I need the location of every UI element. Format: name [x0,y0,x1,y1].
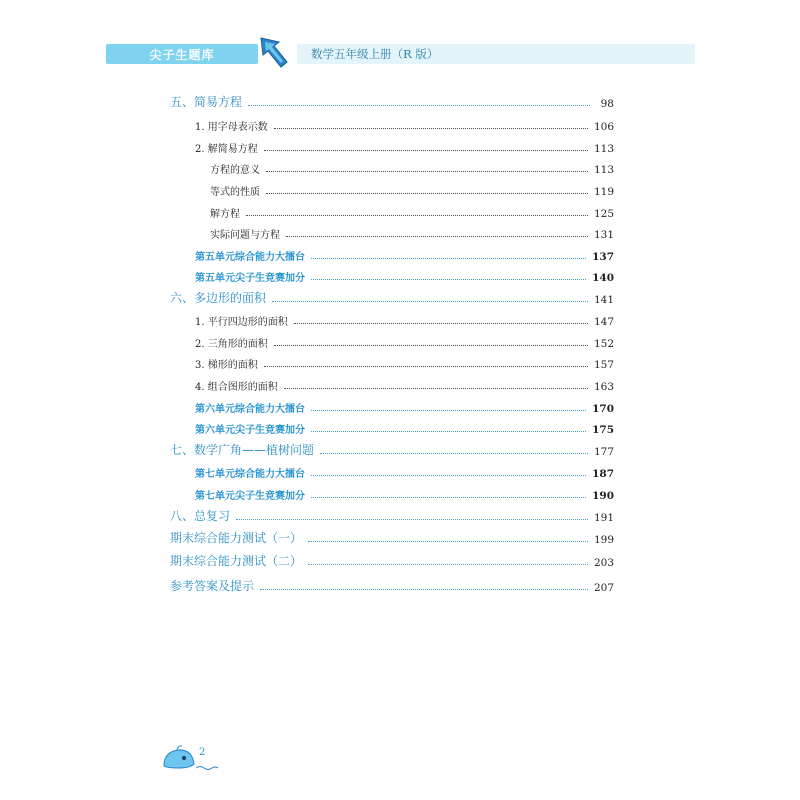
toc-entry-title: 第六单元尖子生竞赛加分 [195,425,305,436]
toc-entry [195,332,614,350]
dot-leader [284,388,588,389]
dot-leader [264,366,588,367]
dot-leader [311,475,586,476]
toc-entry [210,158,614,176]
toc-entry [170,506,614,524]
dot-leader [274,128,588,129]
dot-leader [311,431,586,432]
toc-entry-title: 1. 平行四边形的面积 [195,317,288,328]
toc-entry [195,462,614,480]
dot-leader [286,236,588,237]
toc-entry-title: 期末综合能力测试（一） [170,531,303,545]
dot-leader [264,150,588,151]
toc-entry [170,440,614,458]
toc-entry [195,418,614,436]
toc-entry-title: 1. 用字母表示数 [195,122,268,133]
toc-entry-title: 第五单元综合能力大擂台 [195,252,305,263]
toc-entry-title: 3. 梯形的面积 [195,360,258,371]
dot-leader [248,105,590,106]
toc-entry-page: 113 [593,164,614,176]
dot-leader [311,410,586,411]
toc-entry [170,551,614,569]
dot-leader [320,453,588,454]
dot-leader [246,215,588,216]
toc-entry-title: 八、总复习 [170,509,231,523]
toc-entry [195,353,614,371]
toc-entry-page: 157 [593,359,614,371]
toc-entry [210,180,614,198]
whale-mascot-icon [160,744,222,772]
dot-leader [308,541,588,542]
dot-leader [308,564,588,565]
dot-leader [266,193,588,194]
toc-entry-title: 等式的性质 [210,187,260,198]
toc-entry-page: 147 [593,316,614,328]
toc-entry [195,484,614,502]
dot-leader [260,589,588,590]
toc-entry-page: 175 [592,424,614,436]
toc-entry-page: 98 [600,98,614,110]
dot-leader [311,279,586,280]
dot-leader [311,497,586,498]
toc-entry-title: 七、数学广角——植树问题 [170,443,315,457]
header-series-label: 尖子生题库 [106,44,258,64]
toc-entry-page: 140 [592,272,614,284]
dot-leader [236,519,588,520]
toc-entry-title: 2. 三角形的面积 [195,339,268,350]
toc-entry [195,266,614,284]
toc-entry-page: 113 [593,143,614,155]
toc-entry-page: 152 [593,338,614,350]
toc-entry [210,223,614,241]
toc-entry-title: 五、简易方程 [170,95,243,109]
toc-entry-page: 119 [593,186,614,198]
toc-entry-page: 170 [592,403,614,415]
toc-entry-title: 2. 解简易方程 [195,144,258,155]
toc-entry [170,528,614,546]
toc-entry [195,375,614,393]
toc-entry-title: 4. 组合图形的面积 [195,382,278,393]
toc-entry-page: 106 [593,121,614,133]
toc-entry-page: 207 [593,582,614,594]
toc-entry [195,397,614,415]
toc-entry [170,92,614,110]
toc-entry-page: 141 [593,294,614,306]
toc-entry-page: 177 [593,446,614,458]
dot-leader [272,301,588,302]
toc-entry [195,310,614,328]
toc-entry-title: 解方程 [210,209,240,220]
toc-entry-page: 137 [592,251,614,263]
toc-entry-page: 131 [593,229,614,241]
toc-entry [170,576,614,594]
toc-entry-title: 期末综合能力测试（二） [170,554,303,568]
toc-entry-title: 第七单元综合能力大擂台 [195,469,305,480]
toc-entry [210,202,614,220]
toc-entry-title: 六、多边形的面积 [170,291,267,305]
toc-entry [195,115,614,133]
toc-entry [195,137,614,155]
header-book-title: 数学五年级上册（R 版） [297,44,695,64]
toc-entry [195,245,614,263]
toc-entry [170,288,614,306]
toc-entry-title: 参考答案及提示 [170,579,255,593]
toc-entry-page: 190 [592,490,614,502]
toc-entry-page: 125 [593,208,614,220]
page-number: 2 [199,747,206,758]
dot-leader [274,345,588,346]
dot-leader [294,323,588,324]
toc-entry-page: 199 [593,534,614,546]
toc-entry-page: 203 [593,557,614,569]
toc-entry-title: 实际问题与方程 [210,230,280,241]
dot-leader [311,258,586,259]
toc-entry-page: 163 [593,381,614,393]
toc-entry-title: 第六单元综合能力大擂台 [195,404,305,415]
toc-entry-title: 第七单元尖子生竞赛加分 [195,491,305,502]
toc-entry-page: 191 [593,512,614,524]
toc-entry-title: 方程的意义 [210,165,260,176]
toc-entry-page: 187 [592,468,614,480]
toc-entry-title: 第五单元尖子生竞赛加分 [195,273,305,284]
dot-leader [266,171,588,172]
